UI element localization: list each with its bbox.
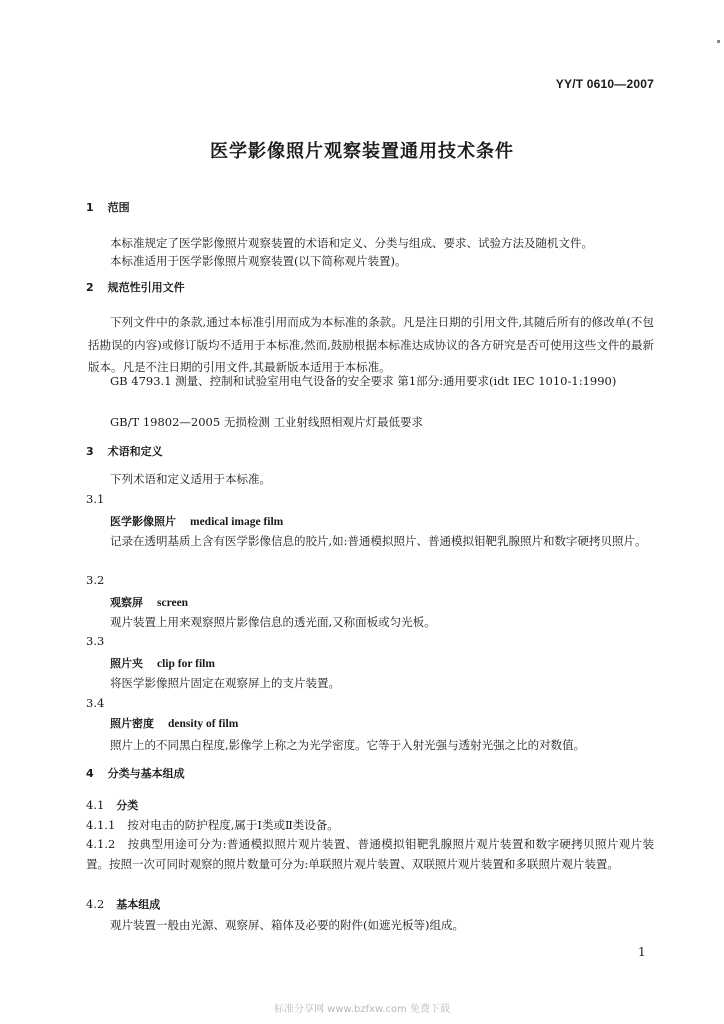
term-number: 3.4 [86,696,105,710]
subsection-number: 4.2 [86,897,105,911]
reference-gb4793: GB 4793.1 测量、控制和试验室用电气设备的安全要求 第1部分:通用要求(idt IEC 1010-1:1990) [110,374,617,388]
term-definition: 将医学影像照片固定在观察屏上的支片装置。 [110,676,340,690]
term-heading [110,595,188,610]
composition-paragraph: 观片装置一般由光源、观察屏、箱体及必要的附件(如遮光板等)组成。 [110,918,464,932]
term-en: medical image film [190,516,284,528]
term-en: density of film [168,718,239,730]
clause-text: 按典型用途可分为:普通模拟照片观片装置、普通模拟钼靶乳腺照片观片装置和数字硬拷贝照片观片装置。按照一次可同时观察的照片数量可分为:单联照片观片装置、双联照片观片装置和多联照片观片装置。 [86,837,654,871]
document-title: 医学影像照片观察装置通用技术条件 [210,141,514,162]
scan-mark [717,40,720,43]
section-title: 术语和定义 [107,445,163,458]
section-title: 分类与基本组成 [107,767,185,780]
term-en: clip for film [157,658,215,670]
term-definition: 照片上的不同黑白程度,影像学上称之为光学密度。它等于入射光强与透射光强之比的对数值。 [110,738,586,752]
clause-4-1-1 [86,818,339,832]
terms-intro: 下列术语和定义适用于本标准。 [110,472,271,486]
normative-refs-paragraph: 下列文件中的条款,通过本标准引用而成为本标准的条款。凡是注日期的引用文件,其随后所有的修改单(不包括勘误的内容)或修订版均不适用于本标准,然而,鼓励根据本标准达成协议的各方研究是否可使用这些文件的最新版本。凡是不注日期的引用文件,其最新版本适用于本标准。 [88,315,654,374]
clause-4-1-2 [86,834,654,874]
term-heading [110,716,238,731]
clause-number: 4.1.1 [86,818,116,832]
section-number: 4 [86,767,94,780]
clause-number: 4.1.2 [86,837,116,851]
term-number: 3.2 [86,573,105,587]
clause-text: 按对电击的防护程度,属于Ⅰ类或Ⅱ类设备。 [127,818,339,832]
scope-paragraph-2: 本标准适用于医学影像照片观察装置(以下简称观片装置)。 [110,254,407,268]
subsection-4-2-heading [86,897,160,912]
term-en: screen [157,597,189,609]
standard-code: YY/T 0610—2007 [555,77,654,91]
term-definition: 观片装置上用来观察照片影像信息的透光面,又称面板或匀光板。 [110,615,436,629]
subsection-title: 基本组成 [116,898,161,911]
subsection-title: 分类 [116,799,139,812]
section-4-heading [86,767,185,781]
subsection-4-1-heading [86,798,138,813]
term-definition: 记录在透明基质上含有医学影像信息的胶片,如:普通模拟照片、普通模拟钼靶乳腺照片和数字硬拷贝照片。 [110,534,647,548]
term-zh: 医学影像照片 [110,515,176,528]
page-number: 1 [638,945,646,959]
section-3-heading [86,445,163,459]
term-zh: 照片夹 [110,657,143,670]
term-number: 3.3 [86,634,105,648]
section-number: 1 [86,201,94,214]
reference-gbt19802: GB/T 19802—2005 无损检测 工业射线照相观片灯最低要求 [110,415,423,429]
watermark-text: 标准分享网 www.bzfxw.com 免费下载 [274,1004,450,1015]
term-number: 3.1 [86,492,105,506]
section-title: 范围 [107,201,130,214]
section-number: 3 [86,445,94,458]
scope-paragraph-1: 本标准规定了医学影像照片观察装置的术语和定义、分类与组成、要求、试验方法及随机文件。 [110,236,593,250]
section-2-heading [86,281,185,295]
term-zh: 照片密度 [110,717,154,730]
term-heading [110,656,215,671]
term-zh: 观察屏 [110,596,143,609]
section-number: 2 [86,281,94,294]
section-title: 规范性引用文件 [107,281,185,294]
term-heading [110,514,283,529]
section-1-heading [86,201,130,215]
subsection-number: 4.1 [86,798,105,812]
